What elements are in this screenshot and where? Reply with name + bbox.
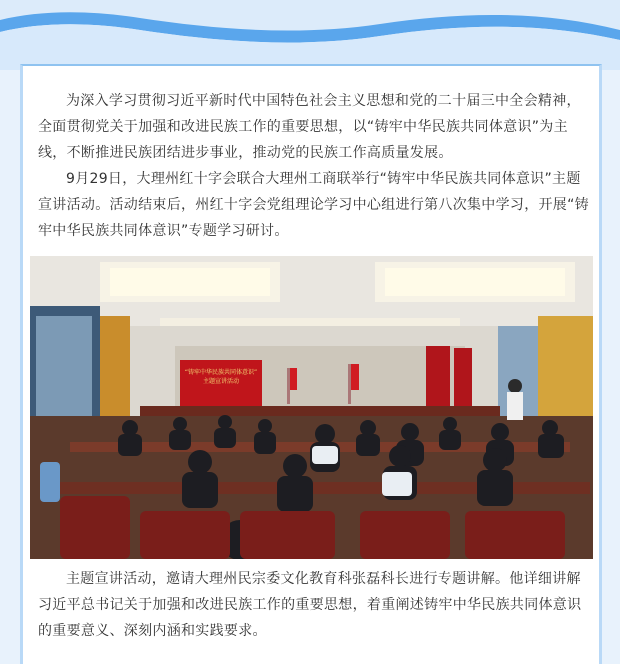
meeting-photo <box>30 256 593 559</box>
screen-subtitle: 主题宣讲活动 <box>202 378 240 385</box>
header-wave-decoration <box>0 0 620 70</box>
screen-title: “铸牢中华民族共同体意识” <box>184 369 258 376</box>
article-paragraph-lecture: 主题宣讲活动，邀请大理州民宗委文化教育科张磊科长进行专题讲解。他详细讲解习近平总书记关于加强和改进民族工作的重要思想，着重阐述铸牢中华民族共同体意识的重要意义、深刻内涵和实践要求。 <box>38 571 582 639</box>
article-paragraph-intro: 为深入学习贯彻习近平新时代中国特色社会主义思想和党的二十届三中全会精神，全面贯彻党关于加强和改进民族工作的重要思想，以“铸牢中华民族共同体意识”为主线，不断推进民族团结进步事业，推动党的民族工作高质量发展。 <box>38 93 581 161</box>
article-paragraph-event: 9月29日，大理州红十字会联合大理州工商联举行“铸牢中华民族共同体意识”主题宣讲活动。活动结束后，州红十字会党组理论学习中心组进行第八次集中学习，开展“铸牢中华民族共同体意识”专题学习研讨。 <box>38 171 589 239</box>
